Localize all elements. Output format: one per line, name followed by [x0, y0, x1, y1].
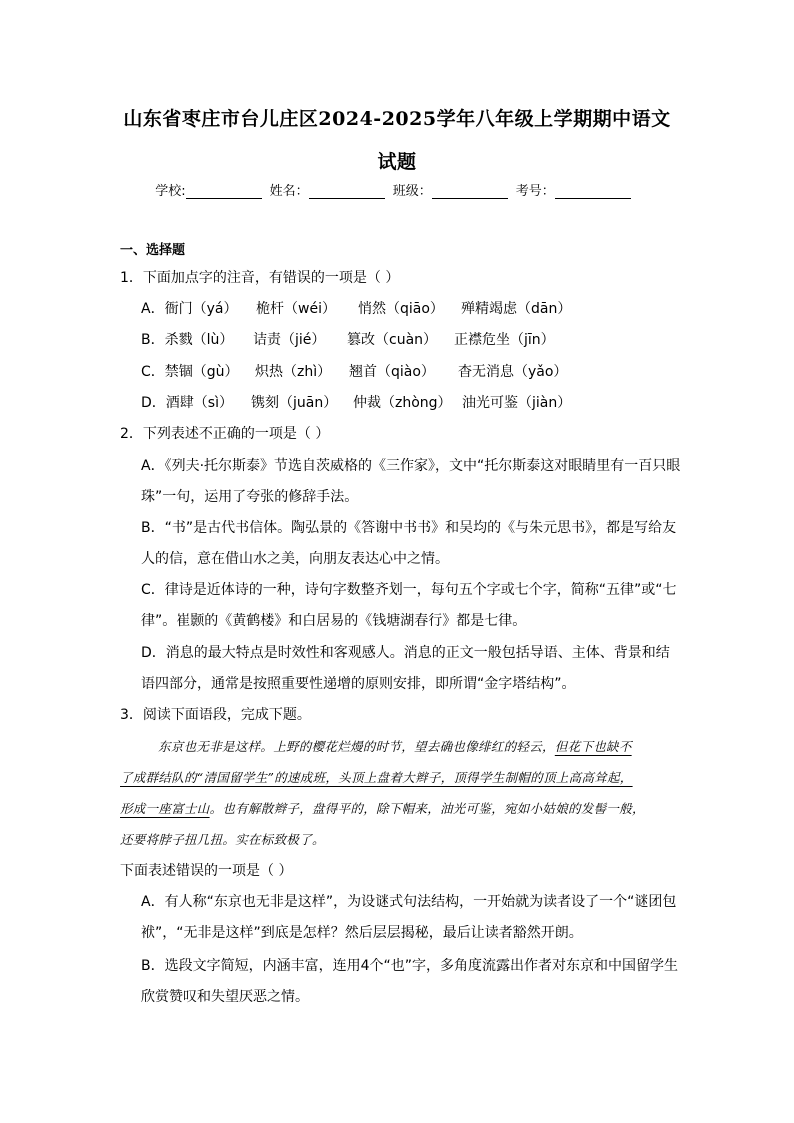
q2-text-line: 珠”一句，运用了夸张的修辞手法。: [141, 489, 359, 505]
number-label: 考号：: [515, 184, 555, 199]
q1-option-c-item: 翘首（qiào）: [349, 364, 435, 380]
class-blank[interactable]: [432, 184, 508, 199]
passage-line: 还要将脖子扭几扭。实在标致极了。: [120, 832, 325, 847]
question-2-stem: 2．下列表述不正确的一项是（ ）: [120, 426, 330, 442]
q1-option-c-item: 杳无消息（yǎo）: [458, 364, 568, 380]
question-3-sub-stem: 下面表述错误的一项是（ ）: [120, 863, 293, 879]
school-blank[interactable]: [186, 184, 262, 199]
q3-text-line: 袱”，“无非是这样”到底是怎样？然后层层揭秘，最后让读者豁然开朗。: [141, 925, 583, 941]
q1-option-b-item: 诘责（jié）: [253, 332, 326, 348]
name-label: 姓名：: [269, 184, 309, 199]
q3-text-line: 欣赏赞叹和失望厌恶之情。: [141, 989, 309, 1005]
student-info-line: [0, 180, 794, 199]
q1-option-a-item: 殚精竭虑（dān）: [461, 301, 572, 317]
q2-text-line: 律”。崔颢的《黄鹤楼》和白居易的《钱塘湖春行》都是七律。: [141, 613, 527, 629]
q1-option-b-item: 篡改（cuàn）: [347, 332, 438, 348]
q2-text-line: 人的信，意在借山水之美，向朋友表达心中之情。: [141, 551, 449, 567]
q1-option-d-item: D．酒肆（sì）: [141, 395, 233, 411]
q1-option-b-item: B．杀戮（lù）: [141, 332, 234, 348]
q2-text-line: C．律诗是近体诗的一种，诗句字数整齐划一，每句五个字或七个字，简称“五律”或“七: [141, 582, 677, 598]
q1-option-d-item: 油光可鉴（jiàn）: [462, 395, 572, 411]
q1-option-b-item: 正襟危坐（jīn）: [454, 332, 555, 348]
q1-option-a-item: 悄然（qiāo）: [358, 301, 444, 317]
q2-text-line: A．《列夫·托尔斯泰》节选自茨威格的《三作家》，文中“托尔斯泰这对眼睛里有一百只眼: [141, 458, 681, 474]
question-1-stem: 1．下面加点字的注音，有错误的一项是（ ）: [120, 270, 400, 286]
passage-underlined-text: 形成一座富士山: [120, 801, 210, 816]
q3-text-line: B．选段文字简短，内涵丰富，连用4个“也”字，多角度流露出作者对东京和中国留学生: [141, 958, 679, 974]
q2-text-line: 语四部分，通常是按照重要性递增的原则安排，即所谓“金字塔结构”。: [141, 676, 576, 692]
q1-option-c-item: 炽热（zhì）: [255, 364, 332, 380]
number-blank[interactable]: [555, 184, 631, 199]
question-3-stem: 3．阅读下面语段，完成下题。: [120, 707, 311, 723]
passage-line: [158, 737, 632, 757]
q1-option-a-item: A．衙门（yá）: [141, 301, 238, 317]
passage-text: 东京也无非是这样。上野的樱花烂熳的时节，望去确也像绯红的轻云，: [158, 739, 555, 754]
name-blank[interactable]: [309, 184, 385, 199]
page-title: 山东省枣庄市台儿庄区2024-2025学年八年级上学期期中语文: [123, 108, 671, 130]
q1-option-d-item: 仲裁（zhòng）: [353, 395, 452, 411]
passage-underlined-line: 了成群结队的“清国留学生”的速成班，头顶上盘着大辫子，顶得学生制帽的顶上高高耸起，: [120, 770, 633, 785]
page-title-continued: 试题: [377, 151, 417, 173]
q1-option-c-item: C．禁锢（gù）: [141, 364, 239, 380]
passage-underlined-text: 但花下也缺不: [554, 739, 632, 754]
q2-text-line: B．“书”是古代书信体。陶弘景的《答谢中书书》和吴均的《与朱元思书》，都是写给友: [141, 520, 677, 536]
q3-text-line: A．有人称“东京也无非是这样”，为设谜式句法结构，一开始就为读者设了一个“谜团包: [141, 894, 677, 910]
class-label: 班级：: [392, 184, 432, 199]
q1-option-a-item: 桅杆（wéi）: [256, 301, 336, 317]
section-heading: 一、选择题: [120, 243, 186, 258]
q2-text-line: D．消息的最大特点是时效性和客观感人。消息的正文一般包括导语、主体、背景和结: [141, 645, 670, 661]
q1-option-d-item: 镌刻（juān）: [251, 395, 338, 411]
passage-line: [120, 799, 645, 819]
school-label: 学校:: [155, 184, 186, 199]
passage-text: 。也有解散辫子，盘得平的，除下帽来，油光可鉴，宛如小姑娘的发髻一般，: [209, 801, 645, 816]
